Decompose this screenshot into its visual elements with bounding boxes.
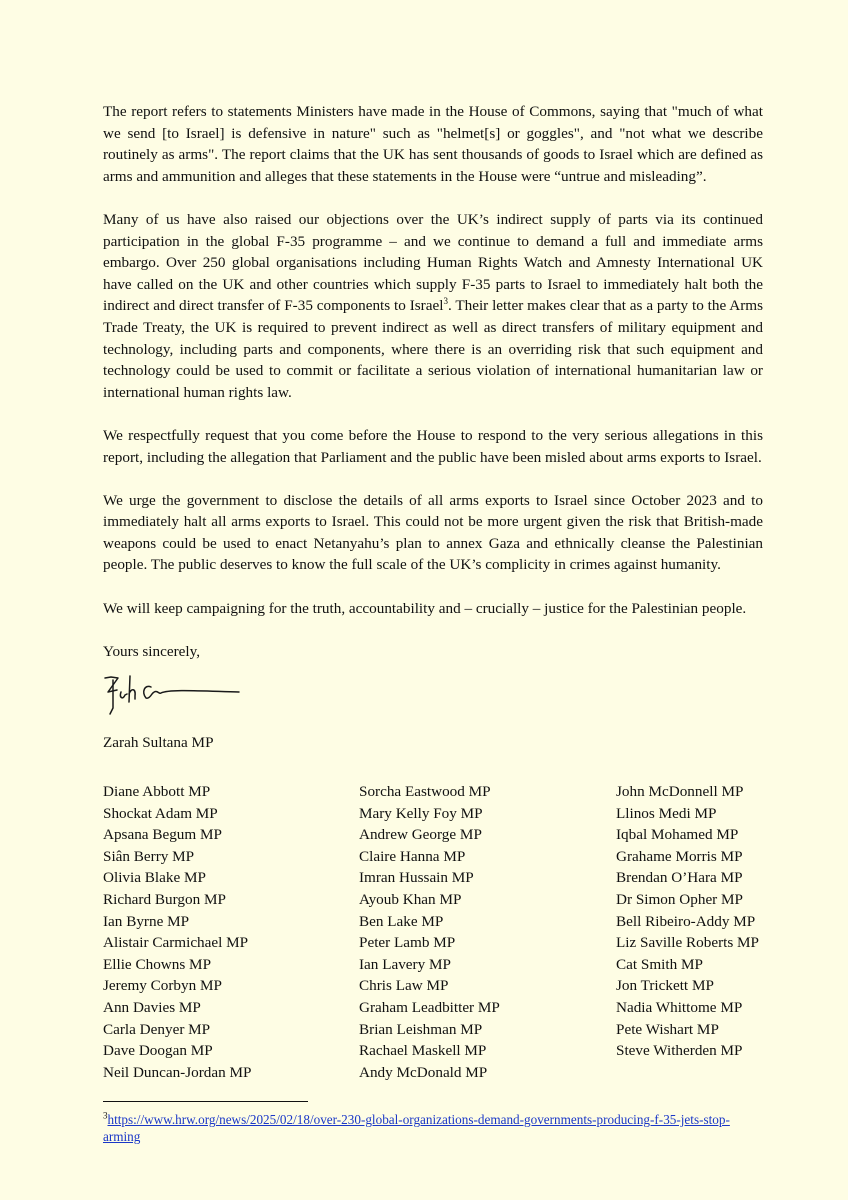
cosignatory-column <box>616 781 763 1083</box>
cosignatory-name: Carla Denyer MP <box>103 1020 211 1038</box>
cosignatory-name: Chris Law MP <box>359 977 449 995</box>
paragraph-text: The report refers to statements Ministers have made in the House of Commons, saying that "much of what we send [to Israel] is defensive in nature" such as "helmet[s] or goggles", and "not what we describe routinely as arms". The report claims that the UK has sent thousands of goods to Israel which are defined as arms and ammunition and alleges that these statements in the House were “untrue and misleading”. <box>103 103 763 185</box>
body-paragraph <box>103 101 763 187</box>
cosignatory-name: Rachael Maskell MP <box>359 1042 487 1060</box>
closing-line: Yours sincerely, <box>103 642 201 660</box>
footnote-marker: 3 <box>103 1110 108 1121</box>
cosignatory-name: Ian Lavery MP <box>359 955 451 973</box>
footnote-reference: 3 <box>443 296 448 307</box>
paragraph-text: We urge the government to disclose the details of all arms exports to Israel since October 2023 and to immediately halt all arms exports to Israel. This could not be more urgent given the risk that British-made weapons could be used to enact Netanyahu’s plan to annex Gaza and ethnically cleanse the Palestinian people. The public deserves to know the full scale of the UK’s complicity in crimes against humanity. <box>103 491 763 574</box>
cosignatory-name: Diane Abbott MP <box>103 783 211 801</box>
footnote-divider <box>103 1101 308 1102</box>
cosignatory-name: Graham Leadbitter MP <box>359 998 500 1016</box>
cosignatory-name: John McDonnell MP <box>616 783 744 801</box>
paragraph-text: Many of us have also raised our objections over the UK’s indirect supply of parts via its continued participation in the global F-35 programme – and we continue to demand a full and immediate arms embargo. Over 250 global organisations including Human Rights Watch and Amnesty International UK have called on the UK and other countries which supply F-35 parts to Israel to immediately halt both the indirect and direct transfer of F-35 components to Israel <box>103 210 763 315</box>
cosignatory-name: Cat Smith MP <box>616 955 703 973</box>
cosignatory-column <box>103 781 359 1083</box>
cosignatory-name: Apsana Begum MP <box>103 826 222 844</box>
cosignatory-name: Nadia Whittome MP <box>616 998 743 1016</box>
cosignatory-name: Pete Wishart MP <box>616 1020 719 1038</box>
cosignatory-name: Jeremy Corbyn MP <box>103 977 222 995</box>
cosignatory-name: Olivia Blake MP <box>103 869 206 887</box>
cosignatory-name: Andy McDonald MP <box>359 1063 488 1081</box>
cosignatory-name: Andrew George MP <box>359 826 482 844</box>
handwritten-signature <box>103 672 243 716</box>
cosignatory-name: Peter Lamb MP <box>359 934 456 952</box>
cosignatory-name: Alistair Carmichael MP <box>103 934 249 952</box>
cosignatory-name: Steve Witherden MP <box>616 1042 743 1060</box>
cosignatory-name: Imran Hussain MP <box>359 869 474 887</box>
cosignatory-name: Brian Leishman MP <box>359 1020 483 1038</box>
body-paragraph <box>103 425 763 468</box>
paragraph-text: We respectfully request that you come before the House to respond to the very serious allegations in this report, including the allegation that Parliament and the public have been misled about arms exports to Israel. <box>103 426 763 466</box>
paragraph-text: . Their letter makes clear that as a party to the Arms Trade Treaty, the UK is required to prevent indirect as well as direct transfers of military equipment and technology, including parts and components, where there is an overriding risk that such equipment and technology could be used to commit or facilitate a serious violation of international humanitarian law or international human rights law. <box>103 297 764 401</box>
cosignatory-name: Ann Davies MP <box>103 998 201 1016</box>
cosignatory-name: Dr Simon Opher MP <box>616 891 743 908</box>
paragraph-text: We will keep campaigning for the truth, accountability and – crucially – justice for the Palestinian people. <box>103 599 747 617</box>
cosignatory-name: Siân Berry MP <box>103 847 195 865</box>
cosignatory-name: Jon Trickett MP <box>616 977 714 995</box>
cosignatory-name: Iqbal Mohamed MP <box>616 826 739 844</box>
letter-page <box>103 101 763 1145</box>
cosignatory-name: Grahame Morris MP <box>616 847 743 865</box>
letter-body <box>103 101 763 619</box>
cosignatory-name: Sorcha Eastwood MP <box>359 783 491 801</box>
cosignatory-name: Mary Kelly Foy MP <box>359 804 483 822</box>
cosignatory-name: Ayoub Khan MP <box>359 891 462 908</box>
footnote <box>103 1111 763 1145</box>
cosignatory-name: Llinos Medi MP <box>616 804 717 822</box>
cosignatory-name: Richard Burgon MP <box>103 891 226 908</box>
cosignatory-name: Claire Hanna MP <box>359 847 466 865</box>
signatory-name: Zarah Sultana MP <box>103 734 214 752</box>
body-paragraph <box>103 490 763 576</box>
cosignatory-name: Bell Ribeiro-Addy MP <box>616 912 756 930</box>
cosignatory-name: Brendan O’Hara MP <box>616 869 743 887</box>
cosignatory-name: Shockat Adam MP <box>103 804 218 822</box>
cosignatory-name: Neil Duncan-Jordan MP <box>103 1063 252 1081</box>
body-paragraph <box>103 598 763 620</box>
body-paragraph <box>103 209 763 403</box>
cosignatory-list <box>103 781 763 1083</box>
cosignatory-name: Liz Saville Roberts MP <box>616 934 760 952</box>
footnote-link[interactable]: https://www.hrw.org/news/2025/02/18/over-230-global-organizations-demand-governments-producing-f-35-jets-stop-arming <box>103 1112 730 1145</box>
cosignatory-name: Dave Doogan MP <box>103 1042 213 1060</box>
cosignatory-name: Ellie Chowns MP <box>103 955 212 973</box>
cosignatory-column <box>359 781 616 1083</box>
cosignatory-name: Ben Lake MP <box>359 912 444 930</box>
cosignatory-name: Ian Byrne MP <box>103 912 190 930</box>
